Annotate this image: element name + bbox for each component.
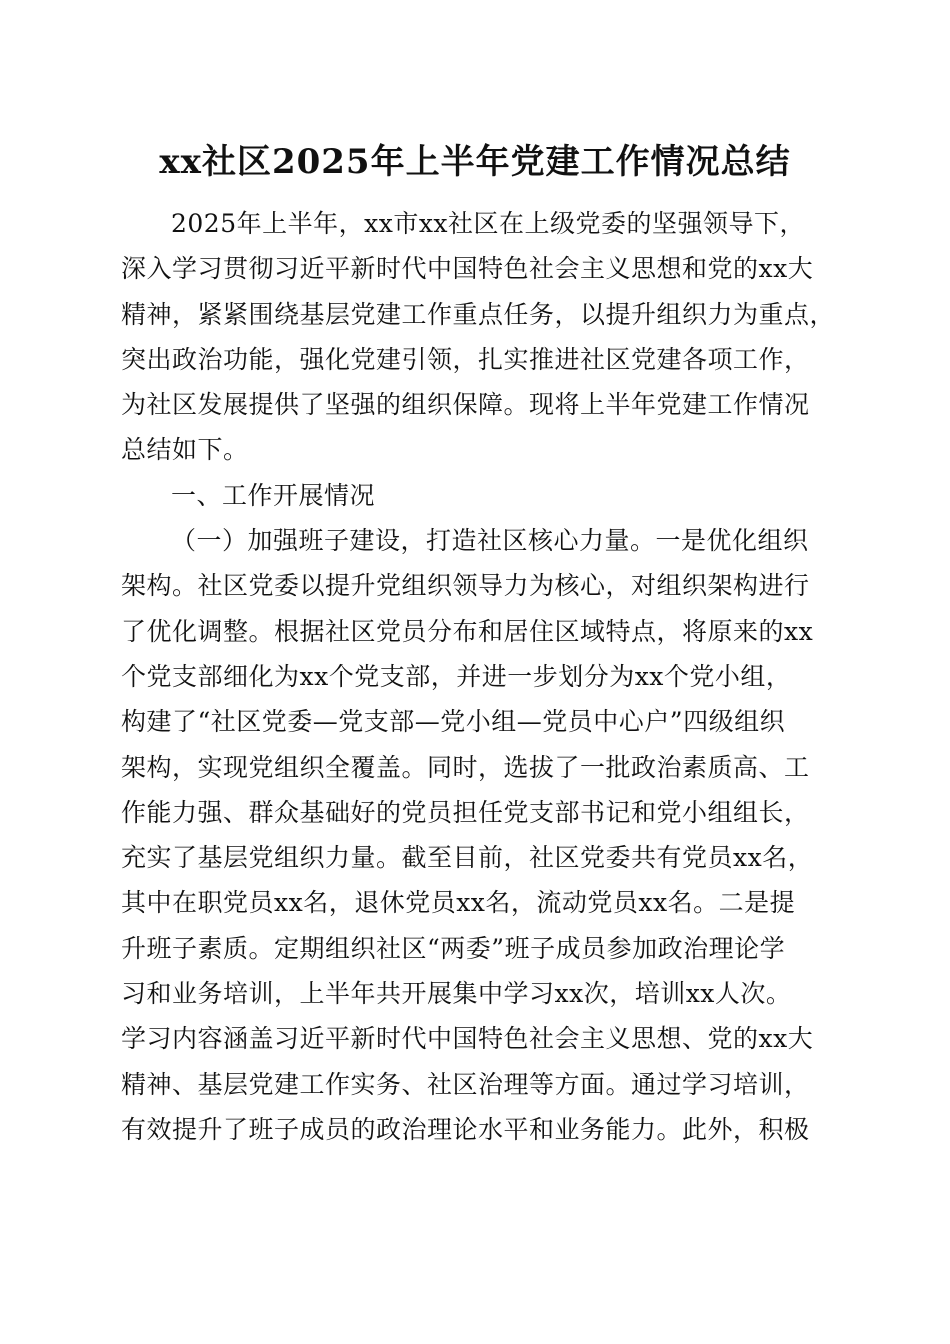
paragraph-line: 2025年上半年，xx市xx社区在上级党委的坚强领导下， bbox=[171, 209, 806, 238]
paragraph-line: 为社区发展提供了坚强的组织保障。现将上半年党建工作情况 bbox=[121, 390, 810, 420]
paragraph-line: 充实了基层党组织力量。截至目前，社区党委共有党员xx名， bbox=[121, 843, 814, 873]
paragraph-line: 了优化调整。根据社区党员分布和居住区域特点，将原来的xx bbox=[121, 616, 814, 646]
document-title: xx社区2025年上半年党建工作情况总结 bbox=[159, 142, 791, 182]
paragraph-line: 架构，实现党组织全覆盖。同时，选拔了一批政治素质高、工 bbox=[121, 752, 810, 782]
paragraph-line: 架构。社区党委以提升党组织领导力为核心，对组织架构进行 bbox=[121, 571, 810, 601]
paragraph-line: 有效提升了班子成员的政治理论水平和业务能力。此外，积极 bbox=[121, 1114, 810, 1144]
paragraph-line: 学习内容涵盖习近平新时代中国特色社会主义思想、党的xx大 bbox=[121, 1024, 814, 1054]
paragraph-line: （一）加强班子建设，打造社区核心力量。一是优化组织 bbox=[171, 526, 809, 556]
paragraph-line: 作能力强、群众基础好的党员担任党支部书记和党小组组长， bbox=[121, 797, 810, 827]
paragraph-line: 深入学习贯彻习近平新时代中国特色社会主义思想和党的xx大 bbox=[121, 254, 814, 284]
section-heading: 一、工作开展情况 bbox=[171, 480, 376, 510]
paragraph-line: 精神、基层党建工作实务、社区治理等方面。通过学习培训， bbox=[121, 1069, 810, 1099]
paragraph-line: 总结如下。 bbox=[121, 435, 249, 465]
paragraph-line: 个党支部细化为xx个党支部，并进一步划分为xx个党小组， bbox=[121, 661, 792, 691]
paragraph-line: 构建了“社区党委—党支部—党小组—党员中心户”四级组织 bbox=[121, 707, 786, 737]
paragraph-line: 升班子素质。定期组织社区“两委”班子成员参加政治理论学 bbox=[121, 933, 786, 963]
paragraph-line: 精神，紧紧围绕基层党建工作重点任务，以提升组织力为重点， bbox=[121, 299, 836, 329]
document-body bbox=[121, 201, 835, 1152]
paragraph-line: 习和业务培训，上半年共开展集中学习xx次，培训xx人次。 bbox=[121, 979, 792, 1009]
paragraph-line: 其中在职党员xx名，退休党员xx名，流动党员xx名。二是提 bbox=[121, 888, 796, 918]
paragraph-line: 突出政治功能，强化党建引领，扎实推进社区党建各项工作， bbox=[121, 344, 810, 374]
